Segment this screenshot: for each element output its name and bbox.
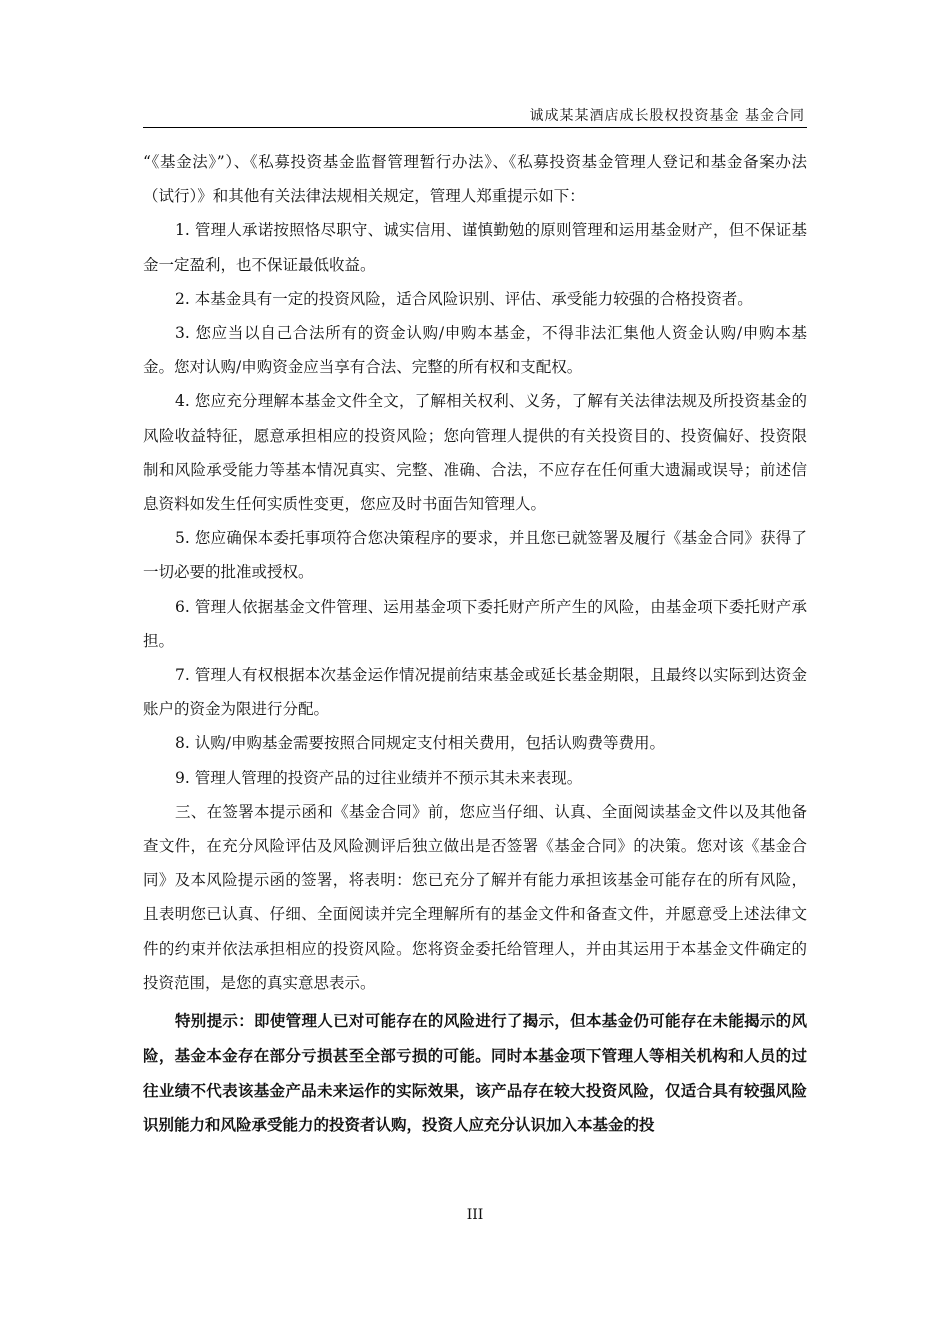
paragraph-item-9: 9. 管理人管理的投资产品的过往业绩并不预示其未来表现。 bbox=[175, 768, 583, 787]
paragraph-item-8: 8. 认购/申购基金需要按照合同规定支付相关费用，包括认购费等费用。 bbox=[175, 734, 665, 753]
paragraph-item-6: 6. 管理人依据基金文件管理、运用基金项下委托财产所产生的风险，由基金项下委托财产承担。 bbox=[143, 597, 807, 650]
special-notice: 特别提示：即使管理人已对可能存在的风险进行了揭示，但本基金仍可能存在未能揭示的风险，基金本金存在部分亏损甚至全部亏损的可能。同时本基金项下管理人等相关机构和人员的过往业绩不代表该基金产品未来运作的实际效果，该产品存在较大投资风险，仅适合具有较强风险识别能力和风险承受能力的投资者认购，投资人应充分认识加入本基金的投 bbox=[143, 1012, 807, 1135]
header-divider bbox=[143, 127, 807, 128]
running-header: 诚成某某酒店成长股权投资基金 基金合同 bbox=[529, 108, 805, 124]
paragraph-item-5: 5. 您应确保本委托事项符合您决策程序的要求，并且您已就签署及履行《基金合同》获得了一切必要的批准或授权。 bbox=[143, 529, 807, 582]
paragraph-intro: “《基金法》”）、《私募投资基金监督管理暂行办法》、《私募投资基金管理人登记和基金备案办法（试行）》和其他有关法律法规相关规定，管理人郑重提示如下： bbox=[143, 153, 807, 206]
document-body bbox=[143, 145, 807, 1143]
paragraph-item-1: 1. 管理人承诺按照恪尽职守、诚实信用、谨慎勤勉的原则管理和运用基金财产，但不保证基金一定盈利，也不保证最低收益。 bbox=[143, 221, 807, 274]
paragraph-item-7: 7. 管理人有权根据本次基金运作情况提前结束基金或延长基金期限，且最终以实际到达资金账户的资金为限进行分配。 bbox=[143, 666, 807, 719]
page-number: III bbox=[466, 1207, 484, 1223]
paragraph-section-3: 三、在签署本提示函和《基金合同》前，您应当仔细、认真、全面阅读基金文件以及其他备查文件，在充分风险评估及风险测评后独立做出是否签署《基金合同》的决策。您对该《基金合同》及本风险提示函的签署，将表明：您已充分了解并有能力承担该基金可能存在的所有风险，且表明您已认真、仔细、全面阅读并完全理解所有的基金文件和备查文件，并愿意受上述法律文件的约束并依法承担相应的投资风险。您将资金委托给管理人，并由其运用于本基金文件确定的投资范围，是您的真实意思表示。 bbox=[143, 802, 807, 992]
paragraph-item-2: 2. 本基金具有一定的投资风险，适合风险识别、评估、承受能力较强的合格投资者。 bbox=[175, 289, 753, 308]
paragraph-item-3: 3. 您应当以自己合法所有的资金认购/申购本基金，不得非法汇集他人资金认购/申购本基金。您对认购/申购资金应当享有合法、完整的所有权和支配权。 bbox=[143, 324, 807, 377]
paragraph-item-4: 4. 您应充分理解本基金文件全文，了解相关权利、义务，了解有关法律法规及所投资基金的风险收益特征，愿意承担相应的投资风险；您向管理人提供的有关投资目的、投资偏好、投资限制和风险承受能力等基本情况真实、完整、准确、合法，不应存在任何重大遗漏或误导；前述信息资料如发生任何实质性变更，您应及时书面告知管理人。 bbox=[143, 392, 807, 514]
